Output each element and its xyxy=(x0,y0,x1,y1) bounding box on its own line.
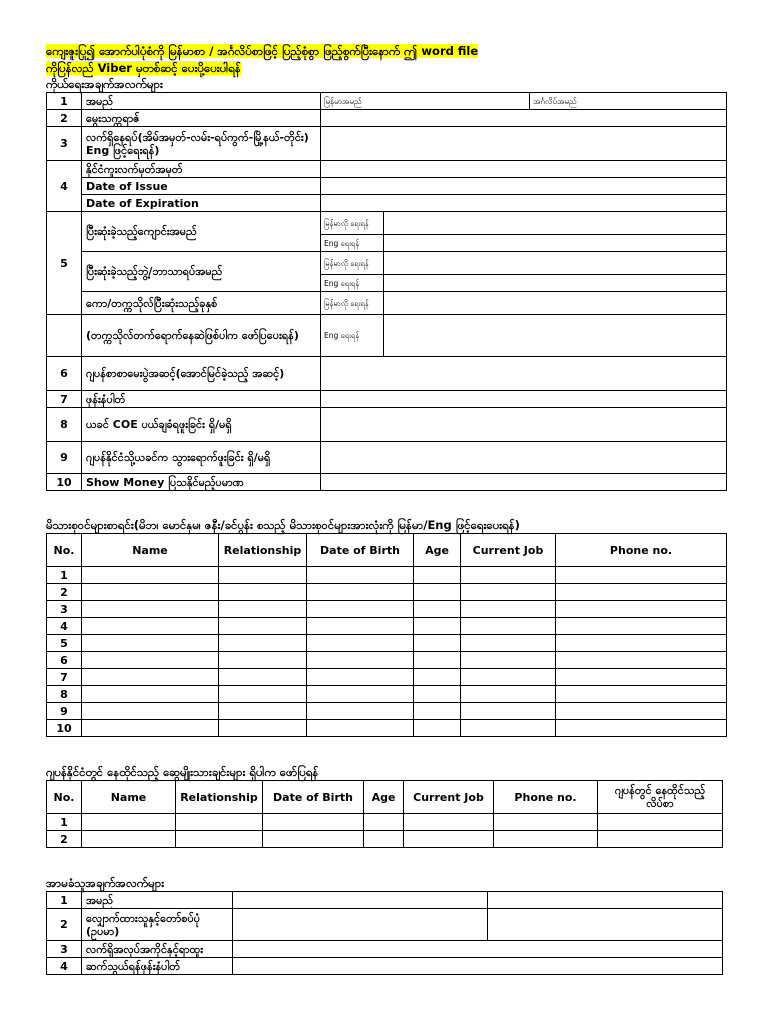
table-cell-input[interactable] xyxy=(414,686,461,703)
table-cell-input[interactable] xyxy=(307,584,414,601)
row-phone: 7 ဖုန်းနံပါတ် xyxy=(47,391,727,408)
row-number: 1 xyxy=(47,567,82,584)
row-degree-eng: Eng ရေးရန် xyxy=(47,275,727,292)
table-cell-input[interactable] xyxy=(82,635,219,652)
grad-year-mm-field[interactable] xyxy=(384,292,727,315)
row-number: 7 xyxy=(47,669,82,686)
row-birth-date: 2 မွေးသက္ကရာဇ် xyxy=(47,110,727,127)
guarantor-name-mm-field[interactable] xyxy=(233,892,488,909)
row-name: 1 အမည် မြန်မာအမည် အင်္ဂလိပ်အမည် xyxy=(47,93,727,110)
table-cell-input[interactable] xyxy=(414,720,461,737)
col-no: No. xyxy=(47,534,82,567)
table-cell-input[interactable] xyxy=(219,652,307,669)
table-cell-input[interactable] xyxy=(219,703,307,720)
row-japan-visit: 9 ဂျပန်နိုင်ငံသို့ယခင်က သွားရောက်ဖူးခြင်း ရှိ/မရှိ xyxy=(47,442,727,474)
row-japanese-level: 6 ဂျပန်စာစာမေးပွဲအဆင့်(အောင်မြင်ခဲ့သည့် အဆင့်) xyxy=(47,357,727,391)
relative-row xyxy=(47,814,723,831)
table-cell-input[interactable] xyxy=(219,601,307,618)
school-mm-field[interactable] xyxy=(384,212,727,235)
table-cell-input[interactable] xyxy=(219,584,307,601)
phone-field[interactable] xyxy=(321,391,727,408)
family-members-table xyxy=(46,533,727,737)
table-cell-input[interactable] xyxy=(307,703,414,720)
family-member-row xyxy=(47,618,727,635)
row-date-of-issue: Date of Issue xyxy=(47,178,727,195)
family-member-row xyxy=(47,686,727,703)
degree-eng-field[interactable] xyxy=(384,275,727,292)
table-cell-input[interactable] xyxy=(404,831,494,848)
japan-visit-field[interactable] xyxy=(321,442,727,474)
table-cell-input[interactable] xyxy=(556,686,727,703)
guarantor-job-field[interactable] xyxy=(233,941,723,958)
guarantor-row-relation: 2 လျှောက်ထားသူနှင့်တော်စပ်ပုံ (ဥပမာ) xyxy=(47,909,723,941)
table-cell-input[interactable] xyxy=(307,720,414,737)
table-cell-input[interactable] xyxy=(556,669,727,686)
row-address: 3 လက်ရှိနေရပ်(အိမ်အမှတ်-လမ်း-ရပ်ကွက်-မြို့နယ်-တိုင်း) Eng ဖြင့်ရေးရန်) xyxy=(47,127,727,161)
table-cell-input[interactable] xyxy=(307,601,414,618)
row-passport: 4 နိုင်ငံကူးလက်မှတ်အမှတ် xyxy=(47,161,727,178)
row-number: 2 xyxy=(47,584,82,601)
table-cell-input[interactable] xyxy=(461,720,556,737)
table-cell-input[interactable] xyxy=(219,567,307,584)
relatives-header-row: No. Name Relationship Date of Birth Age Current Job Phone no. ဂျပန်တွင် နေထိုင်သည့်လိပ်စာ xyxy=(47,781,723,814)
date-of-expiration-field[interactable] xyxy=(321,195,727,212)
table-cell-input[interactable] xyxy=(598,831,723,848)
label-grad-year-note: (တက္ကသိုလ်တက်ရောက်နေဆဲဖြစ်ပါက ဖော်ပြပေးရန်) xyxy=(82,315,321,357)
address-field[interactable] xyxy=(321,127,727,161)
row-coe-rejected: 8 ယခင် COE ပယ်ချခံရဖူးခြင်း ရှိ/မရှိ xyxy=(47,408,727,442)
table-cell-input[interactable] xyxy=(461,567,556,584)
guarantor-row-name: 1 အမည် xyxy=(47,892,723,909)
col-date-of-birth: Date of Birth xyxy=(307,534,414,567)
school-eng-field[interactable] xyxy=(384,235,727,252)
table-cell-input[interactable] xyxy=(82,720,219,737)
family-member-row xyxy=(47,567,727,584)
family-member-row xyxy=(47,669,727,686)
guarantor-relation-field-2[interactable] xyxy=(488,909,723,941)
table-cell-input[interactable] xyxy=(82,567,219,584)
table-cell-input[interactable] xyxy=(82,703,219,720)
table-cell-input[interactable] xyxy=(598,814,723,831)
guarantor-table xyxy=(46,891,723,975)
grad-year-eng-field[interactable] xyxy=(384,315,727,357)
row-number: 4 xyxy=(47,618,82,635)
table-cell-input[interactable] xyxy=(414,703,461,720)
family-member-row xyxy=(47,652,727,669)
table-cell-input[interactable] xyxy=(307,567,414,584)
relative-row xyxy=(47,831,723,848)
family-header-row xyxy=(47,534,727,567)
coe-rejected-field[interactable] xyxy=(321,408,727,442)
col-japan-address: ဂျပန်တွင် နေထိုင်သည့်လိပ်စာ xyxy=(598,781,723,814)
col-age: Age xyxy=(414,534,461,567)
table-cell-input[interactable] xyxy=(414,584,461,601)
family-member-row xyxy=(47,635,727,652)
row-school-mm: 5 ပြီးဆုံးခဲ့သည့်ကျောင်းအမည် မြန်မာလို ရေးရန် xyxy=(47,212,727,235)
table-cell-input[interactable] xyxy=(307,618,414,635)
row-grad-year-mm: ကော/တက္ကသိုလ်ပြီးဆုံးသည့်ခုနှစ် မြန်မာလို ရေးရန် xyxy=(47,292,727,315)
instruction-notice xyxy=(46,43,726,77)
row-show-money: 10 Show Money ပြသနိုင်မည့်ပမာဏ xyxy=(47,474,727,491)
table-cell-input[interactable] xyxy=(556,703,727,720)
table-cell-input[interactable] xyxy=(494,814,598,831)
personal-info-table xyxy=(46,92,727,491)
table-cell-input[interactable] xyxy=(364,814,404,831)
table-cell-input[interactable] xyxy=(219,635,307,652)
birth-date-field[interactable] xyxy=(321,110,727,127)
table-cell-input[interactable] xyxy=(82,584,219,601)
table-cell-input[interactable] xyxy=(82,686,219,703)
passport-number-field[interactable] xyxy=(321,161,727,178)
row-number: 10 xyxy=(47,720,82,737)
col-phone: Phone no. xyxy=(556,534,727,567)
table-cell-input[interactable] xyxy=(414,567,461,584)
label-grad-year: ကော/တက္ကသိုလ်ပြီးဆုံးသည့်ခုနှစ် xyxy=(82,292,321,315)
table-cell-input[interactable] xyxy=(219,686,307,703)
table-cell-input[interactable] xyxy=(364,831,404,848)
row-number: 6 xyxy=(47,652,82,669)
label-school: ပြီးဆုံးခဲ့သည့်ကျောင်းအမည် xyxy=(82,212,321,252)
table-cell-input[interactable] xyxy=(414,635,461,652)
table-cell-input[interactable] xyxy=(414,669,461,686)
guarantor-heading: အာမခံသူအချက်အလက်များ xyxy=(46,876,165,890)
table-cell-input[interactable] xyxy=(176,831,263,848)
table-cell-input[interactable] xyxy=(494,831,598,848)
row-date-of-expiration: Date of Expiration xyxy=(47,195,727,212)
table-cell-input[interactable] xyxy=(556,652,727,669)
table-cell-input[interactable] xyxy=(219,720,307,737)
table-cell-input[interactable] xyxy=(414,618,461,635)
table-cell-input[interactable] xyxy=(414,652,461,669)
table-cell-input[interactable] xyxy=(219,669,307,686)
table-cell-input[interactable] xyxy=(219,618,307,635)
table-cell-input[interactable] xyxy=(176,814,263,831)
table-cell-input[interactable] xyxy=(404,814,494,831)
row-degree-mm: ပြီးဆုံးခဲ့သည့်ဘွဲ့/ဘာသာရပ်အမည် မြန်မာလို ရေးရန် xyxy=(47,252,727,275)
relatives-in-japan-heading: ဂျပန်နိုင်ငံတွင် နေထိုင်သည့် ဆွေမျိုးသားချင်းများ ရှိပါက ဖော်ပြရန် xyxy=(46,765,319,779)
table-cell-input[interactable] xyxy=(556,720,727,737)
guarantor-phone-field[interactable] xyxy=(233,958,723,975)
myanmar-name-field[interactable]: မြန်မာအမည် xyxy=(321,93,530,110)
label-name: အမည် xyxy=(82,93,321,110)
table-cell-input[interactable] xyxy=(556,567,727,584)
col-name: Name xyxy=(82,534,219,567)
show-money-field[interactable] xyxy=(321,474,727,491)
table-cell-input[interactable] xyxy=(461,635,556,652)
table-cell-input[interactable] xyxy=(307,669,414,686)
row-number: 3 xyxy=(47,601,82,618)
personal-info-heading: ကိုယ်ရေးအချက်အလက်များ xyxy=(46,77,163,91)
row-number: 1 xyxy=(47,814,82,831)
family-member-row xyxy=(47,601,727,618)
family-member-row xyxy=(47,703,727,720)
table-cell-input[interactable] xyxy=(461,669,556,686)
table-cell-input[interactable] xyxy=(461,618,556,635)
table-cell-input[interactable] xyxy=(414,601,461,618)
family-member-row xyxy=(47,584,727,601)
english-name-field[interactable]: အင်္ဂလိပ်အမည် xyxy=(530,93,727,110)
table-cell-input[interactable] xyxy=(556,618,727,635)
table-cell-input[interactable] xyxy=(461,686,556,703)
table-cell-input[interactable] xyxy=(82,814,176,831)
notice-line-1: ကျေးဇူးပြု၍ အောက်ပါပုံစံကို မြန်မာစာ / အင်္ဂလိပ်စာဖြင့် ပြည့်စုံစွာ ဖြည့်စွက်ပြီးနောက် ဤ word file xyxy=(46,44,479,58)
col-current-job: Current Job xyxy=(461,534,556,567)
date-of-issue-field[interactable] xyxy=(321,178,727,195)
table-cell-input[interactable] xyxy=(82,601,219,618)
table-cell-input[interactable] xyxy=(307,652,414,669)
table-cell-input[interactable] xyxy=(263,814,364,831)
japanese-level-field[interactable] xyxy=(321,357,727,391)
row-school-eng: Eng ရေးရန် xyxy=(47,235,727,252)
row-grad-year-eng: (တက္ကသိုလ်တက်ရောက်နေဆဲဖြစ်ပါက ဖော်ပြပေးရန်) Eng ရေးရန် xyxy=(47,315,727,357)
degree-mm-field[interactable] xyxy=(384,252,727,275)
family-members-heading: မိသားစုဝင်များစာရင်း(မိဘ၊ မောင်နှမ၊ ဇနီး/ခင်ပွန်း စသည့် မိသားစုဝင်များအားလုံးကို မြန်မာ/Eng ဖြင့်ရေးပေးရန်) xyxy=(46,518,520,532)
table-cell-input[interactable] xyxy=(556,584,727,601)
table-cell-input[interactable] xyxy=(461,584,556,601)
guarantor-row-phone: 4 ဆက်သွယ်ရန်ဖုန်းနံပါတ် xyxy=(47,958,723,975)
guarantor-name-eng-field[interactable] xyxy=(488,892,723,909)
relatives-in-japan-table xyxy=(46,780,723,848)
table-cell-input[interactable] xyxy=(82,831,176,848)
table-cell-input[interactable] xyxy=(263,831,364,848)
table-cell-input[interactable] xyxy=(82,669,219,686)
guarantor-relation-field[interactable] xyxy=(233,909,488,941)
table-cell-input[interactable] xyxy=(82,618,219,635)
label-degree: ပြီးဆုံးခဲ့သည့်ဘွဲ့/ဘာသာရပ်အမည် xyxy=(82,252,321,292)
table-cell-input[interactable] xyxy=(307,635,414,652)
table-cell-input[interactable] xyxy=(461,601,556,618)
col-relationship: Relationship xyxy=(219,534,307,567)
table-cell-input[interactable] xyxy=(556,601,727,618)
family-member-row xyxy=(47,720,727,737)
row-number: 9 xyxy=(47,703,82,720)
notice-line-2: ကိုပြန်လည် Viber မှတစ်ဆင့် ပေးပို့ပေးပါရန် xyxy=(46,61,241,75)
row-number: 8 xyxy=(47,686,82,703)
table-cell-input[interactable] xyxy=(82,652,219,669)
table-cell-input[interactable] xyxy=(461,652,556,669)
guarantor-row-job: 3 လက်ရှိအလုပ်အကိုင်နှင့်ရာထူး xyxy=(47,941,723,958)
table-cell-input[interactable] xyxy=(307,686,414,703)
table-cell-input[interactable] xyxy=(461,703,556,720)
table-cell-input[interactable] xyxy=(556,635,727,652)
row-number: 2 xyxy=(47,831,82,848)
row-number: 5 xyxy=(47,635,82,652)
